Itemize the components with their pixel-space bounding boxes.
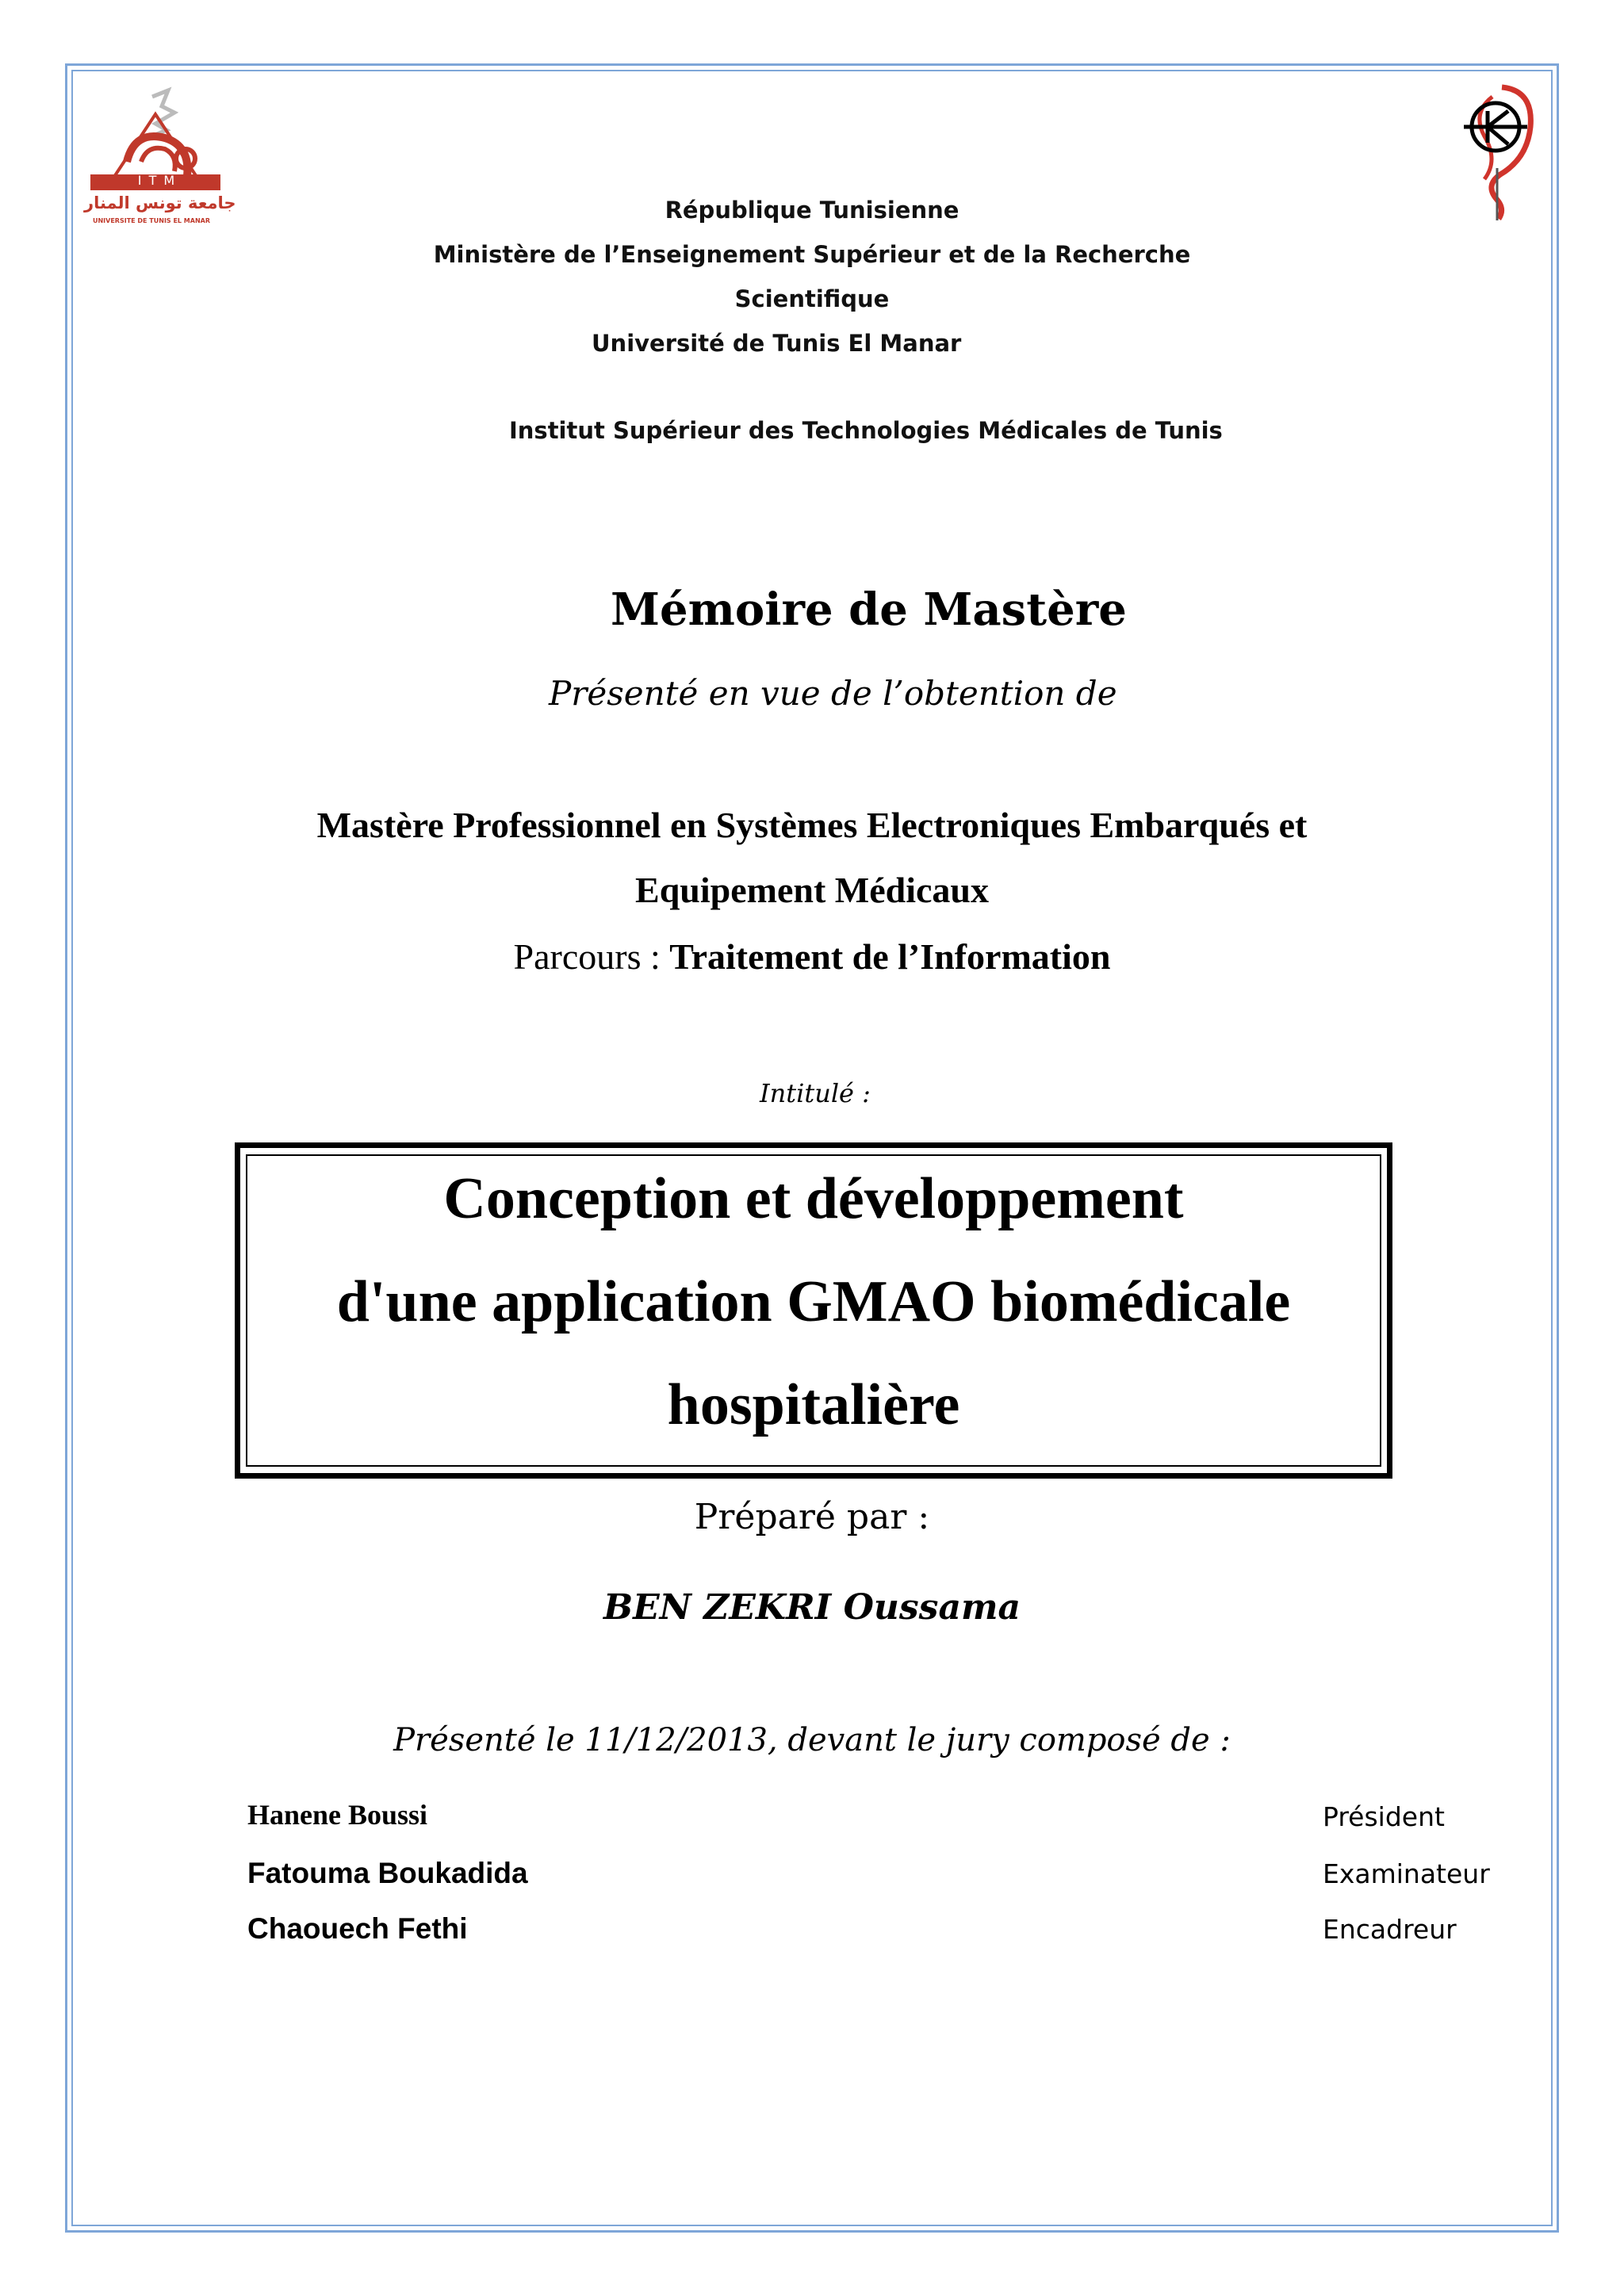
- entitled-label: Intitulé :: [760, 1078, 871, 1108]
- jury-member-role: Président: [1323, 1801, 1445, 1832]
- header-university: Université de Tunis El Manar: [592, 330, 962, 357]
- logo-acronym: I T M: [137, 173, 177, 188]
- jury-member-role: Encadreur: [1323, 1914, 1457, 1945]
- header-institute: Institut Supérieur des Technologies Médicales de Tunis: [509, 417, 1223, 444]
- header-ministry-cont: Scientifique: [734, 285, 890, 312]
- degree-line-2: Equipement Médicaux: [635, 870, 989, 910]
- prepared-by-label: Préparé par :: [694, 1497, 930, 1537]
- jury-member-name: Fatouma Boukadida: [247, 1857, 528, 1889]
- degree-line-1: Mastère Professionnel en Systèmes Electroniques Embarqués et: [316, 805, 1308, 845]
- jury-member-role: Examinateur: [1323, 1858, 1490, 1889]
- document-type: Mémoire de Mastère: [611, 584, 1127, 636]
- title-line-3: hospitalière: [667, 1372, 960, 1437]
- degree-track-label: Parcours :: [513, 936, 670, 977]
- degree-track: [0, 936, 1624, 978]
- presented-on: Présenté le 11/12/2013, devant le jury composé de :: [393, 1722, 1231, 1758]
- title-line-1: Conception et développement: [443, 1166, 1184, 1231]
- title-line-2: d'une application GMAO biomédicale: [336, 1269, 1291, 1334]
- jury-member-name: Hanene Boussi: [247, 1799, 428, 1831]
- jury-member-name: Chaouech Fethi: [247, 1912, 468, 1945]
- presented-for: Présenté en vue de l’obtention de: [549, 674, 1117, 713]
- author-name: BEN ZEKRI Oussama: [603, 1587, 1021, 1628]
- degree-track-value: Traitement de l’Information: [669, 936, 1111, 977]
- logo-arabic-name: جامعة تونس المنار: [84, 193, 236, 212]
- header-republic: République Tunisienne: [665, 197, 959, 224]
- header-ministry: Ministère de l’Enseignement Supérieur et de la Recherche: [433, 241, 1191, 268]
- logo-caption: UNIVERSITE DE TUNIS EL MANAR: [92, 217, 211, 224]
